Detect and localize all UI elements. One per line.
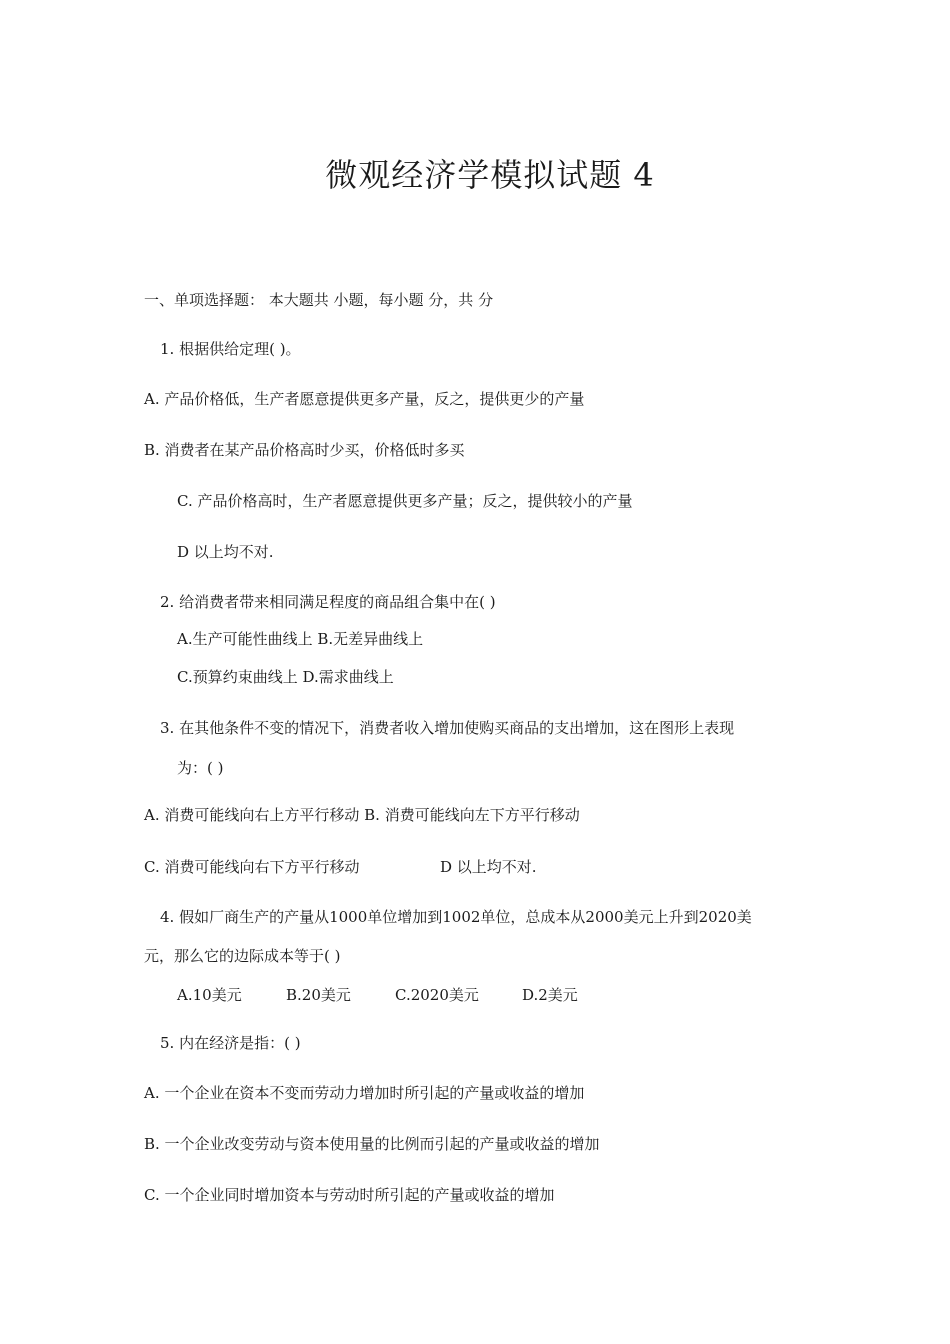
question-3-option-c: C. 消费可能线向右下方平行移动: [144, 858, 360, 876]
question-5-stem: 5. 内在经济是指：( ): [160, 1034, 301, 1052]
page-title: 微观经济学模拟试题 4: [325, 156, 655, 194]
question-3-options-ab: A. 消费可能线向右上方平行移动 B. 消费可能线向左下方平行移动: [144, 806, 580, 824]
question-4-stem-line2: 元，那么它的边际成本等于( ): [144, 947, 341, 965]
question-2-options-cd: C.预算约束曲线上 D.需求曲线上: [177, 668, 394, 686]
question-1-option-a: A. 产品价格低，生产者愿意提供更多产量，反之，提供更少的产量: [144, 390, 585, 408]
question-1-option-b: B. 消费者在某产品价格高时少买，价格低时多买: [144, 441, 465, 459]
question-1-option-c: C. 产品价格高时，生产者愿意提供更多产量；反之，提供较小的产量: [177, 492, 633, 510]
section-heading: 一、单项选择题： 本大题共 小题，每小题 分，共 分: [144, 291, 494, 309]
question-1-option-d: D 以上均不对.: [177, 543, 274, 561]
question-4-option-c: C.2020美元: [395, 986, 479, 1004]
question-4-option-a: A.10美元: [177, 986, 242, 1004]
question-4-option-b: B.20美元: [286, 986, 351, 1004]
question-5-option-b: B. 一个企业改变劳动与资本使用量的比例而引起的产量或收益的增加: [144, 1135, 600, 1153]
question-4-option-d: D.2美元: [522, 986, 578, 1004]
question-5-option-c: C. 一个企业同时增加资本与劳动时所引起的产量或收益的增加: [144, 1186, 555, 1204]
question-5-option-a: A. 一个企业在资本不变而劳动力增加时所引起的产量或收益的增加: [144, 1084, 585, 1102]
question-3-option-d: D 以上均不对.: [440, 858, 537, 876]
question-3-stem-line2: 为：( ): [177, 759, 224, 777]
question-4-stem-line1: 4. 假如厂商生产的产量从1000单位增加到1002单位，总成本从2000美元上升到2020美: [160, 908, 752, 926]
question-2-stem: 2. 给消费者带来相同满足程度的商品组合集中在( ): [160, 593, 496, 611]
question-2-options-ab: A.生产可能性曲线上 B.无差异曲线上: [177, 630, 424, 648]
question-3-stem-line1: 3. 在其他条件不变的情况下，消费者收入增加使购买商品的支出增加，这在图形上表现: [160, 719, 735, 737]
question-1-stem: 1. 根据供给定理( )。: [160, 340, 301, 358]
